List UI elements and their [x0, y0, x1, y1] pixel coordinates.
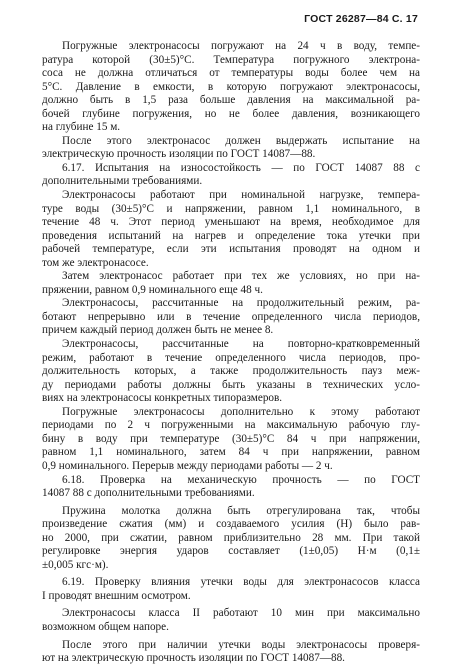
text-line: 0,9 номинального. Перерыв между периодами работы — 2 ч.: [42, 459, 333, 472]
text-line: соса не должна отличаться от температуры воды более чем на: [42, 67, 420, 80]
text-line: Пружина молотка должна быть отрегулирована так, чтобы: [62, 504, 420, 517]
paragraph: [42, 607, 420, 634]
text-line: произведение сжатия (мм) и создаваемого усилия (Н) было рав-: [42, 518, 420, 531]
text-line: должно быть в 1,5 раза больше давления на максимальной ра-: [42, 94, 420, 107]
paragraph: [42, 135, 420, 162]
text-line: рабочей температуре, если эти испытания проводят на одном и: [42, 243, 420, 256]
text-line: возможном общем напоре.: [42, 620, 169, 633]
text-line: бину в воду при температуре (30±5)°С 84 ч при напряжении,: [42, 432, 420, 445]
text-line: туре воды (30±5)°С и напряжении, равном 1,1 номинального, в: [42, 202, 420, 215]
text-line: Погружные электронасосы погружают на 24 ч в воду, темпе-: [62, 40, 420, 52]
paragraph: [42, 297, 420, 338]
text-line: но 2000, при сжатии, равном приблизительно 28 мм. При такой: [42, 531, 420, 544]
text-line: Электронасосы, рассчитанные на продолжительный режим, ра-: [62, 297, 420, 310]
text-line: регулировке энергия ударов составляет (1±0,05) Н·м (0,1±: [42, 545, 420, 558]
paragraph: [42, 474, 420, 501]
paragraph: [42, 505, 420, 573]
text-line: Погружные электронасосы дополнительно к этому работают: [62, 405, 420, 418]
text-line: Затем электронасос работает при тех же условиях, но при на-: [62, 270, 420, 283]
paragraph: [42, 270, 420, 297]
text-line: равном 1,1 номинального, затем 84 ч при напряжении, равном: [42, 446, 420, 459]
text-line: бочей глубине погружения, но не более давления, возникающего: [42, 107, 420, 120]
text-line: электрическую прочность изоляции по ГОСТ 14087—88.: [42, 148, 316, 161]
paragraph: [42, 338, 420, 406]
text-line: дополнительными требованиями.: [42, 175, 203, 188]
text-line: I проводят внешним осмотром.: [42, 589, 191, 602]
text-line: ±0,005 кгс·м).: [42, 558, 109, 571]
paragraph: [42, 576, 420, 603]
text-line: проведения испытаний на нагрев и определение тока утечки при: [42, 229, 420, 242]
text-line: 6.18. Проверка на механическую прочность — по ГОСТ: [62, 473, 420, 486]
paragraph: [42, 40, 420, 135]
document-body: [42, 40, 420, 666]
paragraph: [42, 189, 420, 270]
text-line: Электронасосы, рассчитанные на повторно-кратковременный: [62, 338, 420, 351]
text-line: том же электронасосе.: [42, 256, 149, 269]
text-line: Электронасосы работают при номинальной нагрузке, темпера-: [62, 189, 420, 202]
text-line: причем каждый период должен быть не менее 8.: [42, 324, 274, 337]
text-line: ботают непрерывно или в течение определенного числа периодов,: [42, 310, 420, 323]
text-line: пряжении, равном 0,9 номинального еще 48 ч.: [42, 283, 263, 296]
text-line: ратура которой (30±5)°С. Температура погружного электрона-: [42, 53, 420, 66]
text-line: После этого при наличии утечки воды электронасосы проверя-: [62, 638, 420, 651]
text-line: Электронасосы класса II работают 10 мин при максимально: [62, 607, 420, 620]
text-line: ют на электрическую прочность изоляции по ГОСТ 14087—88.: [42, 652, 345, 665]
text-line: должительность которых, а также продолжительность пауз меж-: [42, 365, 420, 378]
text-line: режим, работают в течение определенного числа периодов, про-: [42, 351, 420, 364]
text-line: 14087 88 с дополнительными требованиями.: [42, 487, 255, 500]
text-line: 6.19. Проверку влияния утечки воды для электронасосов класса: [62, 576, 420, 589]
paragraph: [42, 639, 420, 666]
text-line: ду периодами работы должны быть указаны в технических усло-: [42, 378, 420, 391]
text-line: течение 48 ч. Этот период уменьшают на время, необходимое для: [42, 216, 420, 229]
text-line: 5°С. Давление в емкости, в которую погружают электронасосы,: [42, 80, 420, 93]
text-line: виях на электронасосы конкретных типоразмеров.: [42, 392, 283, 405]
text-line: на глубине 15 м.: [42, 121, 121, 134]
paragraph: [42, 162, 420, 189]
page-header: ГОСТ 26287—84 С. 17: [304, 13, 418, 25]
paragraph: [42, 406, 420, 474]
text-line: периодами по 2 ч погруженными на максимальную рабочую глу-: [42, 419, 420, 432]
text-line: 6.17. Испытания на износостойкость — по ГОСТ 14087 88 с: [62, 161, 420, 174]
text-line: После этого электронасос должен выдержать испытание на: [62, 134, 420, 147]
